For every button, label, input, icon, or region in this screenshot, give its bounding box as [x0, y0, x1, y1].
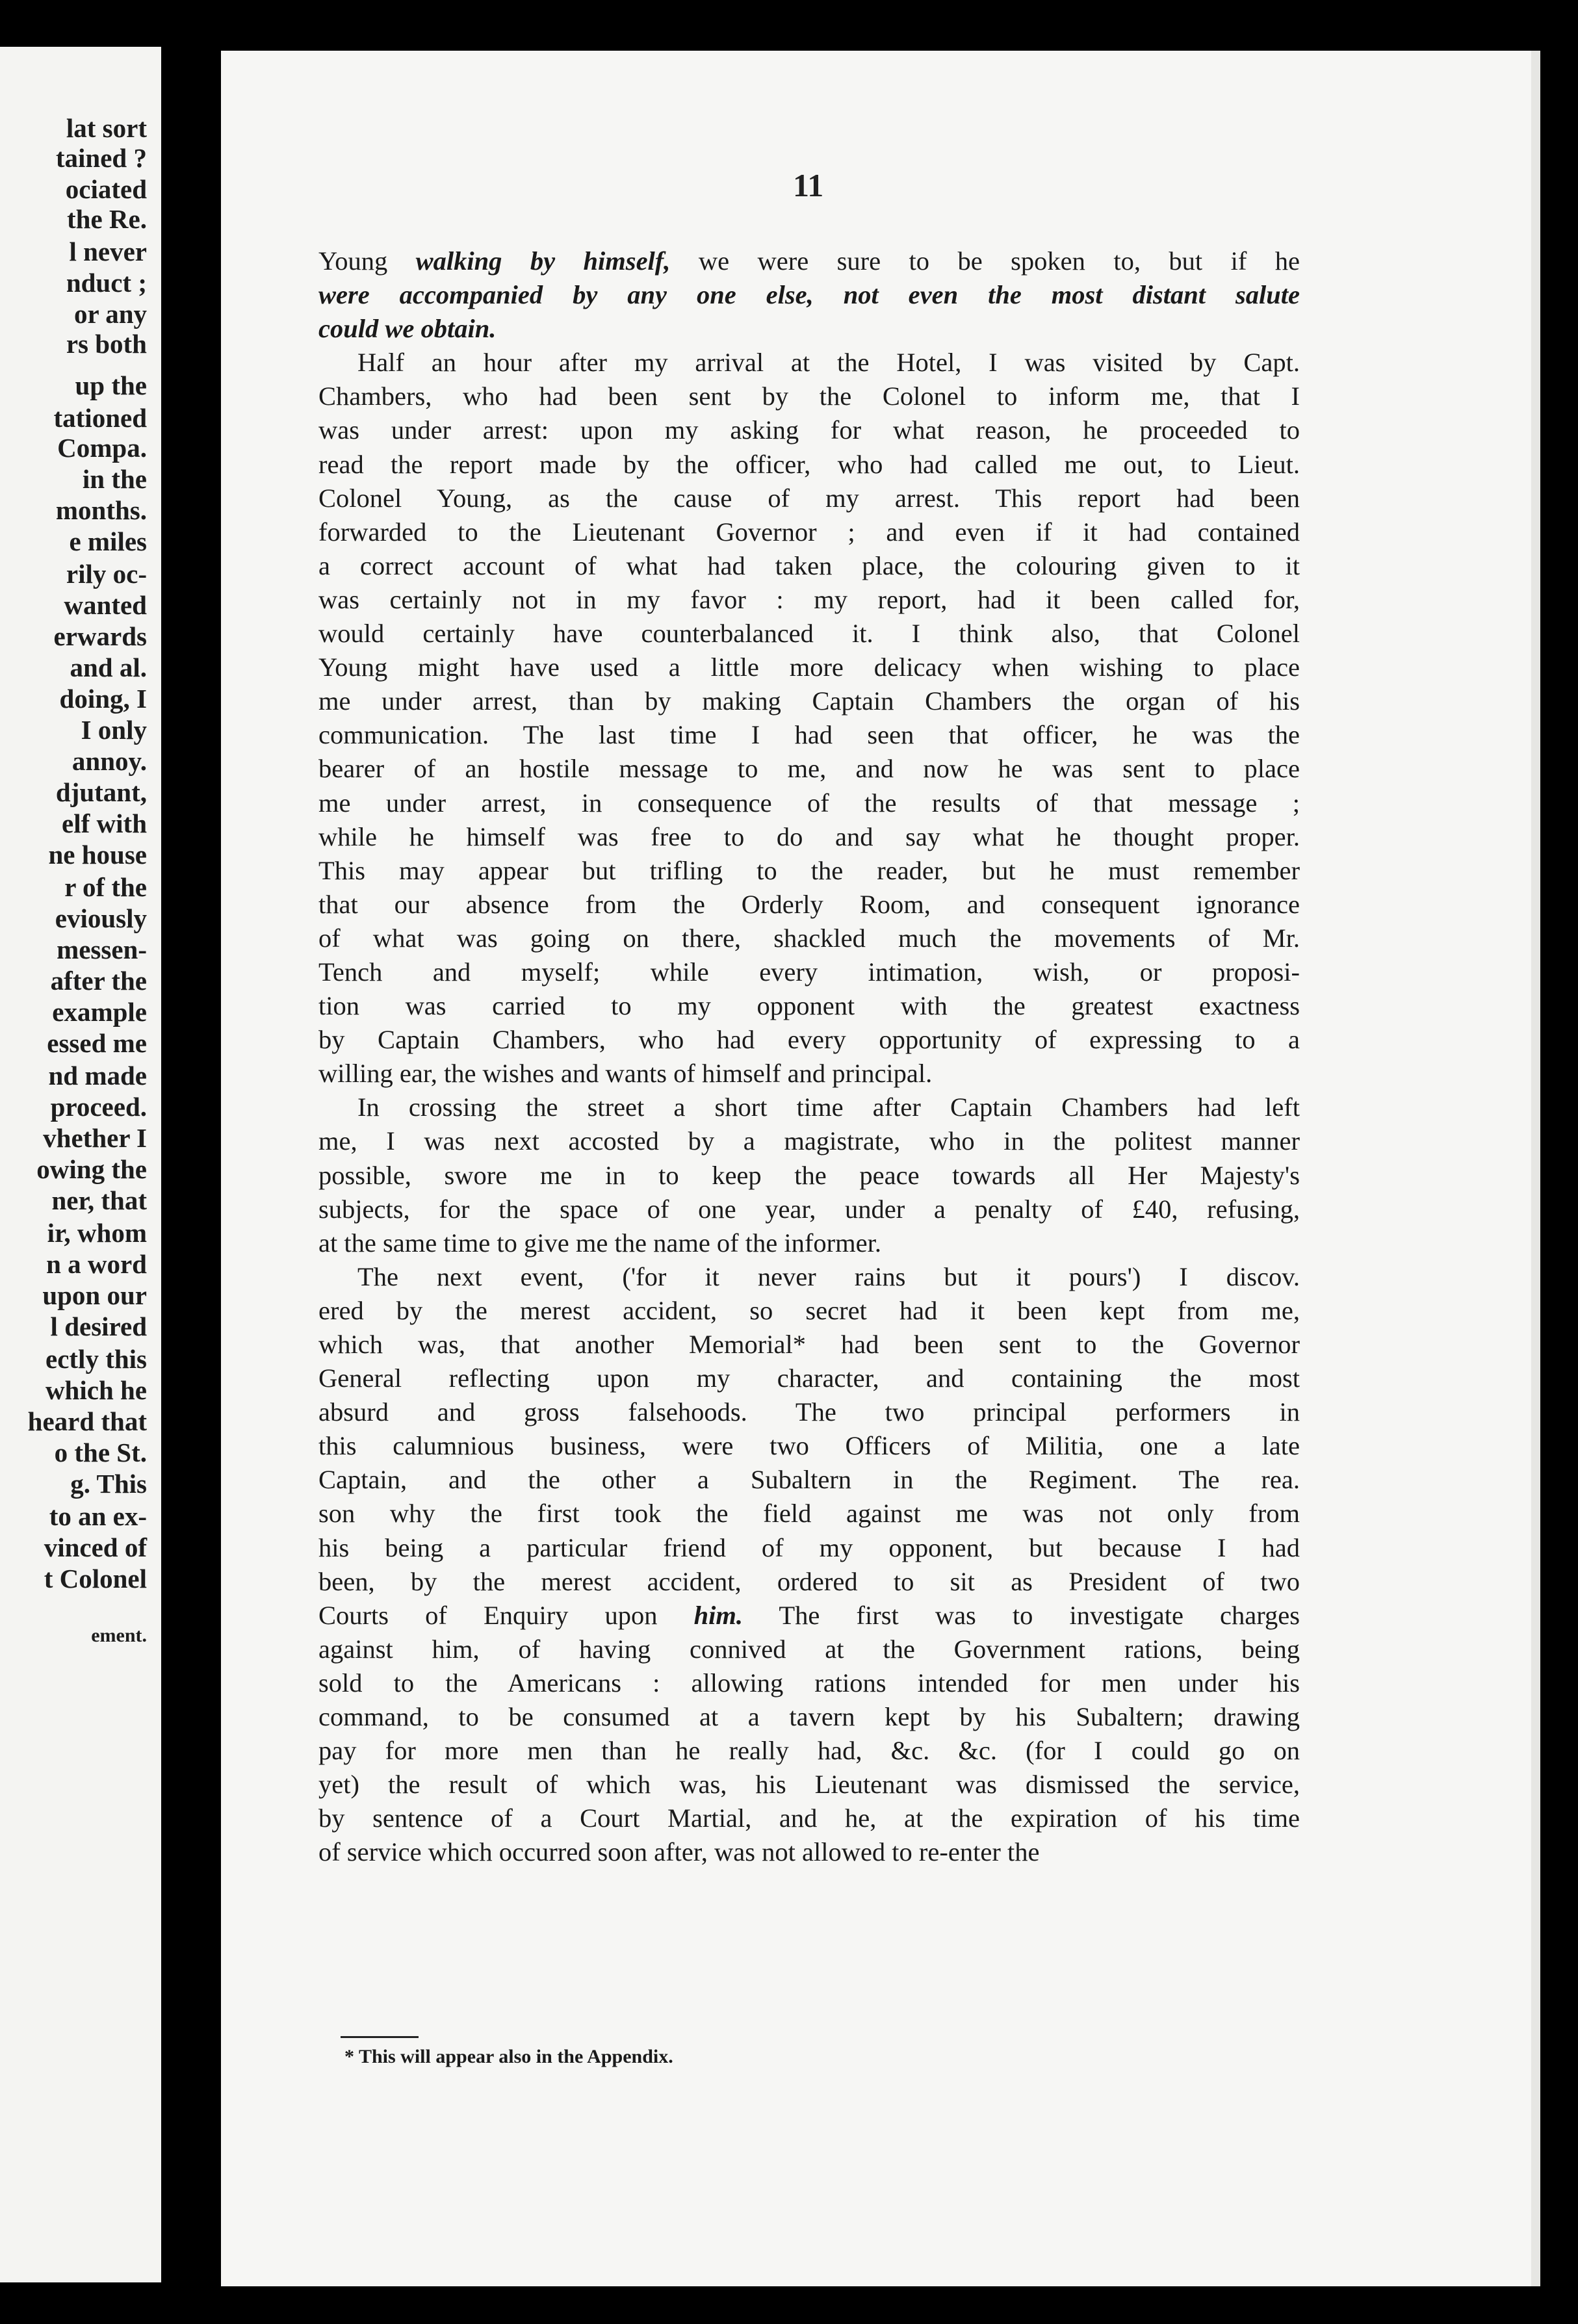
italic-emphasis: him.	[693, 1600, 744, 1630]
left-page-line: elf with	[62, 808, 147, 838]
left-page-line: nd made	[48, 1061, 147, 1091]
text-line: his being a particular friend of my opponent, but because I had	[318, 1532, 1300, 1562]
text-line: at the same time to give me the name of the informer.	[318, 1228, 881, 1258]
left-page-line: tationed	[53, 403, 147, 433]
text-line: that our absence from the Orderly Room, and consequent ignorance	[318, 889, 1300, 919]
left-page-line: essed me	[47, 1028, 147, 1058]
left-page-line: proceed.	[50, 1092, 147, 1122]
text-line: of service which occurred soon after, was not allowed to re-enter the	[318, 1837, 1040, 1867]
text-line: me, I was next accosted by a magistrate, who in the politest manner	[318, 1126, 1300, 1156]
text-line: yet) the result of which was, his Lieutenant was dismissed the service,	[318, 1770, 1300, 1800]
left-page-line: upon our	[42, 1280, 147, 1310]
text-line: Young might have used a little more delicacy when wishing to place	[318, 652, 1300, 682]
text-line: by Captain Chambers, who had every opportunity of expressing to a	[318, 1025, 1300, 1055]
book-page	[221, 51, 1540, 2286]
text-line: absurd and gross falsehoods. The two principal performers in	[318, 1397, 1300, 1427]
paragraph	[318, 1091, 1300, 1259]
text-line: communication. The last time I had seen that officer, he was the	[318, 720, 1300, 750]
text-line: Captain, and the other a Subaltern in the Regiment. The rea.	[318, 1465, 1300, 1495]
text-line: subjects, for the space of one year, under a penalty of £40, refusing,	[318, 1194, 1300, 1224]
text-line: been, by the merest accident, ordered to sit as President of two	[318, 1566, 1300, 1596]
text-line: by sentence of a Court Martial, and he, at the expiration of his time	[318, 1803, 1300, 1833]
text-line: was certainly not in my favor : my report, had it been called for,	[318, 584, 1300, 614]
body-text	[318, 244, 1300, 1870]
text-line: me under arrest, than by making Captain Chambers the organ of his	[318, 686, 1300, 716]
text-line: Courts of Enquiry upon him. The first was to investigate charges	[318, 1600, 1300, 1630]
text-line: tion was carried to my opponent with the greatest exactness	[318, 991, 1300, 1021]
italic-emphasis: walking by himself,	[415, 246, 671, 276]
text-line: against him, of having connived at the Government rations, being	[318, 1634, 1300, 1664]
left-page-line: l never	[69, 237, 147, 266]
text-line: a correct account of what had taken place, the colouring given to it	[318, 550, 1300, 580]
paragraph	[318, 1260, 1300, 1870]
left-page-line: r of the	[64, 872, 147, 902]
left-page-line: up the	[75, 370, 147, 400]
left-page-line: ement.	[91, 1625, 147, 1646]
left-page-line: Compa.	[57, 433, 147, 463]
left-page-line: example	[52, 997, 147, 1027]
left-page-line: annoy.	[71, 746, 147, 776]
text-line: Colonel Young, as the cause of my arrest. This report had been	[318, 483, 1300, 513]
text-line: Half an hour after my arrival at the Hotel, I was visited by Capt.	[357, 348, 1300, 378]
left-page-line: which he	[45, 1375, 147, 1405]
left-page-line: rs both	[66, 329, 147, 359]
text-line: read the report made by the officer, who had called me out, to Lieut.	[318, 449, 1300, 479]
left-page-line: ne house	[48, 840, 147, 870]
left-page-line: I only	[81, 715, 147, 745]
text-line: of what was going on there, shackled much the movements of Mr.	[318, 923, 1300, 953]
paragraph	[318, 346, 1300, 1091]
left-page-line: o the St.	[54, 1438, 147, 1467]
text-line: sold to the Americans : allowing rations intended for men under his	[318, 1668, 1300, 1698]
text-line: would certainly have counterbalanced it. I think also, that Colonel	[318, 619, 1300, 649]
left-page-line: after the	[50, 966, 147, 996]
left-page-line: to an ex-	[49, 1501, 147, 1531]
left-page-line: g. This	[70, 1469, 147, 1499]
text-line: This may appear but trifling to the reader, but he must remember	[318, 855, 1300, 885]
italic-emphasis: were accompanied by any one else, not even the most distant salute	[318, 280, 1300, 310]
previous-page-fragment	[0, 47, 161, 2282]
left-page-line: nduct ;	[66, 268, 147, 298]
left-page-line: or any	[73, 299, 147, 329]
left-page-line: djutant,	[55, 777, 147, 807]
left-page-line: doing, I	[59, 684, 147, 714]
text-line: The next event, ('for it never rains but it pours') I discov.	[357, 1261, 1300, 1291]
left-page-line: tained ?	[55, 143, 147, 173]
text-line: Tench and myself; while every intimation, wish, or proposi-	[318, 957, 1300, 987]
text-line: command, to be consumed at a tavern kept by his Subaltern; drawing	[318, 1702, 1300, 1732]
text-line: which was, that another Memorial* had been sent to the Governor	[318, 1330, 1300, 1359]
left-page-line: wanted	[64, 590, 147, 620]
text-line: willing ear, the wishes and wants of himself and principal.	[318, 1059, 933, 1089]
left-page-line: vhether I	[43, 1123, 147, 1153]
text-line: ered by the merest accident, so secret had it been kept from me,	[318, 1295, 1300, 1325]
text-line: Chambers, who had been sent by the Colonel to inform me, that I	[318, 381, 1300, 411]
footnote: * This will appear also in the Appendix.	[344, 2046, 673, 2067]
left-page-line: n a word	[46, 1249, 147, 1279]
left-page-line: months.	[55, 495, 147, 525]
text-line: possible, swore me in to keep the peace towards all Her Majesty's	[318, 1160, 1300, 1190]
text-line: bearer of an hostile message to me, and now he was sent to place	[318, 754, 1300, 784]
left-page-line: vinced of	[44, 1532, 147, 1562]
left-page-line: erwards	[53, 621, 147, 651]
left-page-line: rily oc-	[66, 559, 147, 589]
footnote-divider	[341, 2036, 419, 2038]
text-line	[318, 312, 1300, 346]
left-page-line: the Re.	[67, 204, 147, 234]
left-page-line: eviously	[55, 903, 147, 933]
italic-emphasis: could we obtain.	[318, 314, 497, 344]
left-page-line: ectly this	[45, 1344, 147, 1374]
left-page-line: l desired	[50, 1311, 147, 1341]
text-line: while he himself was free to do and say what he thought proper.	[318, 821, 1300, 851]
text-line: this calumnious business, were two Officers of Militia, one a late	[318, 1431, 1300, 1461]
left-page-line: e miles	[69, 526, 147, 556]
text-line: pay for more men than he really had, &c. &c. (for I could go on	[318, 1736, 1300, 1766]
paragraph	[318, 244, 1300, 346]
left-page-line: heard that	[27, 1406, 147, 1436]
left-page-line: messen-	[57, 935, 147, 964]
text-line: me under arrest, in consequence of the results of that message ;	[318, 788, 1300, 818]
left-page-line: ir, whom	[47, 1218, 147, 1248]
left-page-line: owing the	[36, 1154, 147, 1184]
left-page-line: and al.	[70, 652, 147, 682]
text-line: forwarded to the Lieutenant Governor ; and even if it had contained	[318, 517, 1300, 547]
page-number: 11	[793, 167, 824, 203]
text-line: son why the first took the field against me was not only from	[318, 1499, 1300, 1529]
left-page-line: t Colonel	[44, 1564, 147, 1594]
text-line: In crossing the street a short time after Captain Chambers had left	[357, 1092, 1300, 1122]
left-page-line: ociated	[65, 174, 147, 204]
left-page-line: ner, that	[51, 1185, 147, 1215]
left-page-line: in the	[82, 464, 147, 494]
text-line	[318, 278, 1300, 312]
left-page-line: lat sort	[66, 113, 147, 143]
text-line: General reflecting upon my character, and containing the most	[318, 1363, 1300, 1393]
text-line: was under arrest: upon my asking for what reason, he proceeded to	[318, 415, 1300, 445]
text-line: Young walking by himself, we were sure to be spoken to, but if he	[318, 246, 1300, 276]
